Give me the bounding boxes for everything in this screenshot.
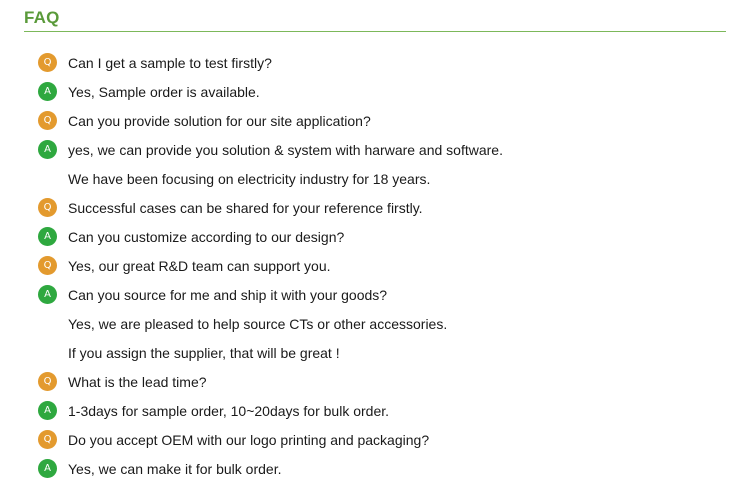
faq-text: We have been focusing on electricity industry for 18 years.: [68, 170, 431, 187]
answer-badge-icon: A: [38, 227, 57, 246]
faq-row: [38, 425, 728, 454]
answer-badge-icon: A: [38, 82, 57, 101]
faq-row: [38, 77, 728, 106]
faq-row: [38, 367, 728, 396]
faq-row: [38, 222, 728, 251]
faq-text: Can you customize according to our design?: [68, 228, 345, 245]
question-badge-icon: Q: [38, 111, 57, 130]
faq-list: [38, 48, 728, 483]
faq-text: yes, we can provide you solution & system with harware and software.: [68, 141, 503, 158]
faq-text: What is the lead time?: [68, 373, 207, 390]
faq-text: Yes, we are pleased to help source CTs or other accessories.: [68, 315, 448, 332]
answer-badge-icon: A: [38, 140, 57, 159]
faq-row: [38, 106, 728, 135]
faq-row: [38, 193, 728, 222]
faq-text: Successful cases can be shared for your reference firstly.: [68, 199, 423, 216]
faq-text: 1-3days for sample order, 10~20days for bulk order.: [68, 402, 390, 419]
faq-text: If you assign the supplier, that will be great !: [68, 344, 340, 361]
answer-badge-icon: A: [38, 401, 57, 420]
faq-text: Do you accept OEM with our logo printing and packaging?: [68, 431, 430, 448]
faq-title: FAQ: [24, 8, 60, 27]
faq-text: Yes, we can make it for bulk order.: [68, 460, 282, 477]
answer-badge-icon: A: [38, 459, 57, 478]
faq-row: [38, 280, 728, 309]
question-badge-icon: Q: [38, 198, 57, 217]
question-badge-icon: Q: [38, 430, 57, 449]
faq-row: [38, 251, 728, 280]
faq-row: [38, 309, 728, 338]
question-badge-icon: Q: [38, 256, 57, 275]
faq-row: [38, 396, 728, 425]
faq-text: Yes, our great R&D team can support you.: [68, 257, 331, 274]
faq-row: [38, 48, 728, 77]
question-badge-icon: Q: [38, 53, 57, 72]
faq-text: Can I get a sample to test firstly?: [68, 54, 272, 71]
answer-badge-icon: A: [38, 285, 57, 304]
title-divider: [24, 31, 726, 32]
faq-row: [38, 454, 728, 483]
faq-text: Can you provide solution for our site application?: [68, 112, 371, 129]
question-badge-icon: Q: [38, 372, 57, 391]
faq-text: Can you source for me and ship it with your goods?: [68, 286, 388, 303]
faq-row: [38, 338, 728, 367]
faq-text: Yes, Sample order is available.: [68, 83, 260, 100]
faq-row: [38, 135, 728, 164]
faq-row: [38, 164, 728, 193]
